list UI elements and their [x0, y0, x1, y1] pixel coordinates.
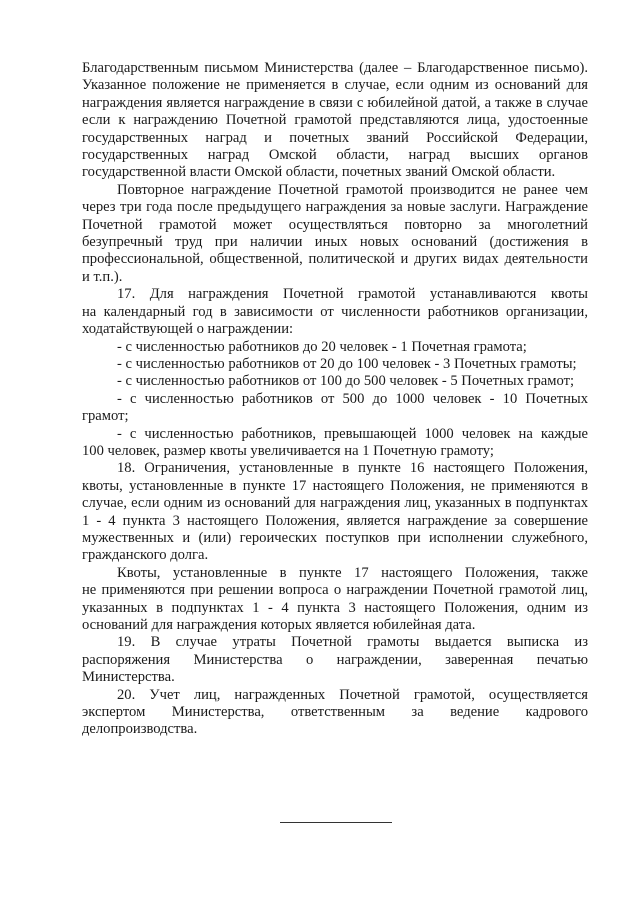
paragraph — [82, 60, 588, 182]
text-line: - с численностью работников от 100 до 500 человек - 5 Почетных грамот; — [117, 373, 575, 390]
text-line: случае, если одним из оснований для награждения лиц, указанных в подпунктах — [82, 495, 588, 512]
text-line: - с численностью работников от 20 до 100 человек - 3 Почетных грамоты; — [117, 355, 577, 372]
text-line: Министерства. — [82, 669, 175, 686]
paragraph — [82, 426, 588, 461]
text-line: 100 человек, размер квоты увеличивается на 1 Почетную грамоту; — [82, 442, 494, 459]
text-line: делопроизводства. — [82, 721, 198, 738]
paragraph — [82, 687, 588, 739]
text-line: квоты, установленные в пункте 17 настоящего Положения, не применяются в — [82, 477, 588, 494]
text-line: Благодарственным письмом Министерства (далее – Благодарственное письмо). — [82, 60, 588, 76]
end-of-text-rule — [280, 822, 392, 823]
paragraph — [82, 460, 588, 564]
text-line: - с численностью работников от 500 до 1000 человек - 10 Почетных — [117, 390, 588, 407]
text-line: Почетной грамотой может осуществляться повторно за многолетний — [82, 216, 588, 233]
text-line: не применяются при решении вопроса о награждении Почетной грамотой лиц, — [82, 582, 588, 599]
paragraph — [82, 565, 588, 635]
text-line: профессиональной, общественной, политической и других видах деятельности — [82, 251, 588, 268]
paragraph — [82, 286, 588, 338]
text-line: указанных в подпунктах 1 - 4 пункта 3 настоящего Положения, одним из — [82, 599, 588, 616]
text-line: - с численностью работников до 20 человек - 1 Почетная грамота; — [117, 338, 527, 355]
text-line: государственных наград Омской области, наград высших органов — [82, 147, 588, 164]
text-line: Квоты, установленные в пункте 17 настоящего Положения, также — [117, 564, 588, 581]
paragraph — [82, 182, 588, 286]
paragraph — [82, 339, 588, 356]
text-line: 17. Для награждения Почетной грамотой устанавливаются квоты — [117, 286, 588, 303]
text-line: гражданского долга. — [82, 547, 209, 564]
text-line: мужественных и (или) героических поступков при исполнении служебного, — [82, 529, 588, 546]
text-line: 19. В случае утраты Почетной грамоты выдается выписка из — [117, 634, 588, 651]
paragraph — [82, 391, 588, 426]
text-line: оснований для награждения которых является юбилейная дата. — [82, 617, 476, 633]
text-line: государственной власти Омской области, почетных званий Омской области. — [82, 164, 556, 181]
text-line: Повторное награждение Почетной грамотой производится не ранее чем — [117, 181, 588, 198]
text-line: через три года после предыдущего награждения за новые заслуги. Награждение — [82, 199, 588, 216]
text-line: государственных наград и почетных званий Российской Федерации, — [82, 129, 588, 146]
text-line: ходатайствующей о награждении: — [82, 321, 294, 338]
text-line: на календарный год в зависимости от численности работников организации, — [82, 303, 588, 320]
paragraph — [82, 356, 588, 373]
text-line: и т.п.). — [82, 268, 123, 285]
text-line: безупречный труд при наличии иных новых оснований (достижения в — [82, 234, 588, 251]
text-line: награждения является награждение в связи с юбилейной датой, а также в случае — [82, 94, 588, 111]
text-line: грамот; — [82, 408, 129, 425]
text-line: экспертом Министерства, ответственным за ведение кадрового — [82, 704, 588, 721]
text-line: 18. Ограничения, установленные в пункте 16 настоящего Положения, — [117, 460, 588, 477]
text-line: - с численностью работников, превышающей 1000 человек на каждые — [117, 425, 588, 442]
text-line: если к награждению Почетной грамотой представляются лица, удостоенные — [82, 112, 588, 129]
paragraph — [82, 373, 588, 390]
paragraph — [82, 634, 588, 686]
text-line: распоряжения Министерства о награждении, заверенная печатью — [82, 651, 588, 668]
text-line: Указанное положение не применяется в случае, если одним из оснований для — [82, 77, 588, 94]
document-body — [82, 60, 588, 739]
text-line: 20. Учет лиц, награжденных Почетной грамотой, осуществляется — [117, 686, 588, 703]
text-line: 1 - 4 пункта 3 настоящего Положения, является награждение за совершение — [82, 512, 588, 529]
